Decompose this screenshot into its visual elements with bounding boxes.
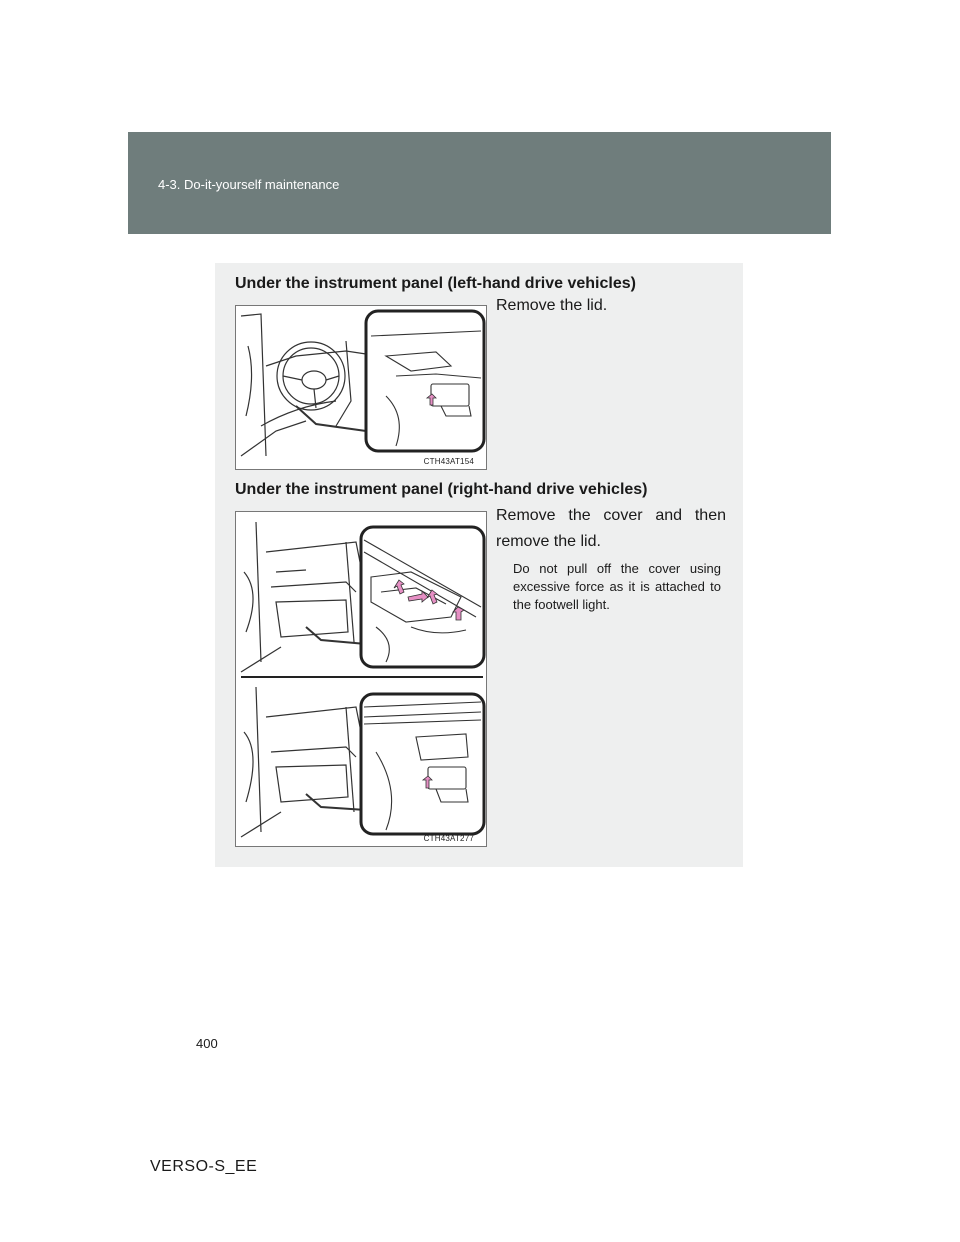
content-panel <box>215 263 743 867</box>
lhd-dashboard-illustration <box>236 306 487 470</box>
instruction-rhd: Remove the cover and then remove the lid. <box>496 507 726 550</box>
figure-code-rhd: CTH43AT277 <box>423 834 474 843</box>
page-number: 400 <box>196 1036 218 1051</box>
figure-rhd-instrument-panel <box>235 511 487 847</box>
model-code: VERSO-S_EE <box>150 1158 258 1175</box>
section-title-rhd: Under the instrument panel (right-hand drive vehicles) <box>235 481 648 498</box>
figure-code-lhd: CTH43AT154 <box>423 457 474 466</box>
rhd-dashboard-illustration <box>236 512 487 847</box>
figure-lhd-instrument-panel <box>235 305 487 470</box>
section-header-bar <box>128 132 831 234</box>
section-title-lhd: Under the instrument panel (left-hand drive vehicles) <box>235 275 636 292</box>
section-header-title: 4-3. Do-it-yourself maintenance <box>158 177 340 192</box>
caution-note-rhd: Do not pull off the cover using excessive force as it is attached to the footwell light. <box>513 561 721 612</box>
instruction-lhd: Remove the lid. <box>496 297 608 314</box>
